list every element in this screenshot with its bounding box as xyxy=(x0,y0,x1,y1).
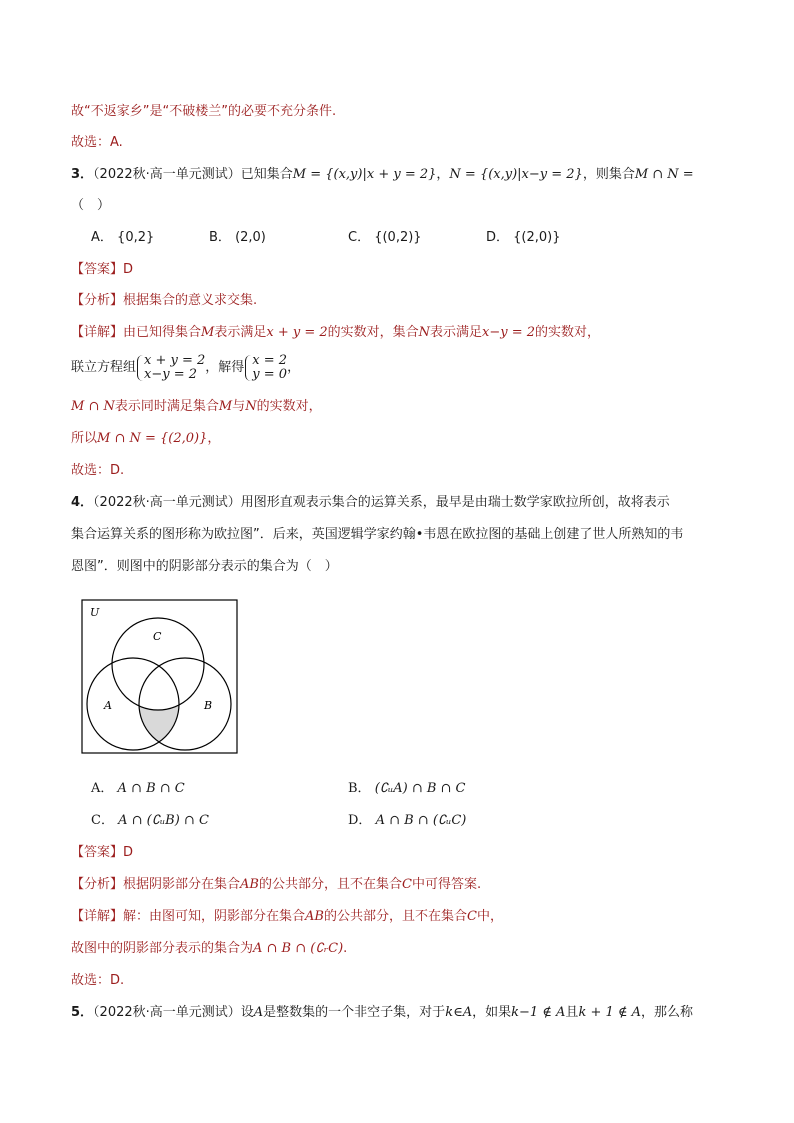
q5-cond-1: k∈A xyxy=(445,1005,473,1020)
q5-number: 5． xyxy=(71,1005,94,1020)
q3-detail-2a: 联立方程组 xyxy=(71,360,137,375)
q3-detail-2b: ，解得 xyxy=(205,360,245,375)
q5-stem-c: ，如果 xyxy=(472,1005,512,1020)
q4-choice: 故选：D. xyxy=(71,973,125,988)
venn-label-a: A xyxy=(104,699,112,712)
q5-stem-e: ，那么称 xyxy=(641,1005,694,1020)
q5-stem xyxy=(71,1003,693,1023)
q3-detail-3 xyxy=(71,397,322,417)
q3-blank: （ ） xyxy=(71,198,111,213)
q3-stem xyxy=(71,165,694,185)
q4-detail-2c: . xyxy=(343,941,348,956)
q4-detail-b: AB xyxy=(305,909,324,924)
venn-diagram xyxy=(81,598,239,756)
q4-option-a-text: A ∩ B ∩ C xyxy=(117,781,185,796)
q3-option-a-letter: A． xyxy=(91,230,113,245)
q4-option-c-text: A ∩ (∁ᵤB) ∩ C xyxy=(118,813,209,828)
q3-source: （2022秋·高一单元测试） xyxy=(93,167,241,182)
q4-answer xyxy=(71,843,133,863)
q4-analysis-b: AB xyxy=(240,877,259,892)
q4-stem-1-text: 用图形直观表示集合的运算关系，最早是由瑞士数学家欧拉所创，故将表示 xyxy=(240,495,670,510)
q3-target: M ∩ N = xyxy=(634,167,694,182)
q4-option-b-letter: B． xyxy=(348,781,371,796)
q3-detail-1h: x−y = 2 xyxy=(482,325,536,340)
q3-system-1-row1: x + y = 2 xyxy=(144,352,206,368)
q5-var-a: A xyxy=(253,1005,264,1020)
q3-detail-3a: M ∩ N xyxy=(71,399,115,414)
q3-set-n: N = {(x,y)|x−y = 2} xyxy=(449,167,583,182)
q3-detail-4 xyxy=(71,429,220,449)
q4-analysis-d: C xyxy=(402,877,412,892)
q3-option-b[interactable] xyxy=(209,228,266,248)
q4-option-d-letter: D． xyxy=(348,813,372,828)
q3-detail-1 xyxy=(71,323,600,343)
q4-stem-3: 恩图”．则图中的阴影部分表示的集合为（ ） xyxy=(71,559,338,574)
q3-answer-tag: 【答案】 xyxy=(71,262,124,277)
q4-detail-a: 解：由图可知，阴影部分在集合 xyxy=(123,909,306,924)
q4-detail-c: 的公共部分，且不在集合 xyxy=(323,909,467,924)
q4-analysis-c: 的公共部分，且不在集合 xyxy=(258,877,402,892)
q3-system-2-row2: y = 0 xyxy=(252,366,288,382)
q3-option-a-text: {0,2} xyxy=(117,230,155,245)
q3-option-d[interactable] xyxy=(486,228,561,248)
q5-stem-d: 且 xyxy=(565,1005,579,1020)
venn-label-b: B xyxy=(204,699,213,712)
q3-detail-4a: 所以 xyxy=(71,431,98,446)
q3-option-d-text: {(2,0)} xyxy=(513,230,561,245)
q3-detail-3c: M xyxy=(218,399,233,414)
q4-detail-e: 中， xyxy=(476,909,503,924)
q3-option-b-text: (2,0) xyxy=(235,230,266,245)
q3-detail-3d: 与 xyxy=(232,399,246,414)
q3-option-a[interactable] xyxy=(91,228,154,248)
q3-number: 3． xyxy=(71,167,94,182)
q4-number: 4． xyxy=(71,495,94,510)
q3-system-2 xyxy=(244,354,287,382)
q4-detail-1 xyxy=(71,907,503,927)
q3-detail-3e: N xyxy=(245,399,257,414)
q4-option-a-letter: A． xyxy=(91,781,114,796)
q3-detail-1e: 的实数对，集合 xyxy=(327,325,419,340)
q3-detail-1d: x + y = 2 xyxy=(266,325,328,340)
q3-detail-1g: 表示满足 xyxy=(430,325,483,340)
q3-detail-1i: 的实数对， xyxy=(535,325,601,340)
q3-detail-1c: 表示满足 xyxy=(214,325,267,340)
q4-analysis-a: 根据阴影部分在集合 xyxy=(123,877,241,892)
q3-detail-3b: 表示同时满足集合 xyxy=(114,399,219,414)
q4-answer-value: D xyxy=(123,845,134,860)
q2-conclusion: 故“不返家乡”是“不破楼兰”的必要不充分条件. xyxy=(71,104,337,119)
q5-stem-a: 设 xyxy=(240,1005,254,1020)
q3-option-b-letter: B． xyxy=(209,230,231,245)
q5-stem-b: 是整数集的一个非空子集，对于 xyxy=(263,1005,446,1020)
q4-analysis-tag: 【分析】 xyxy=(71,877,124,892)
q5-cond-2: k−1 ∉ A xyxy=(511,1005,566,1020)
q4-analysis xyxy=(71,875,481,895)
q3-detail-1f: N xyxy=(418,325,431,340)
q3-system-1 xyxy=(136,354,205,382)
q3-system-1-row2: x−y = 2 xyxy=(144,366,198,382)
q4-option-c[interactable] xyxy=(91,811,209,831)
q4-option-a[interactable] xyxy=(91,779,185,799)
q3-detail-4c: ， xyxy=(207,431,221,446)
q4-option-b-text: (∁ᵤA) ∩ B ∩ C xyxy=(374,781,466,796)
q3-option-d-letter: D． xyxy=(486,230,510,245)
q4-option-c-letter: C． xyxy=(91,813,114,828)
q3-sep: ， xyxy=(436,167,450,182)
q3-set-m: M = {(x,y)|x + y = 2} xyxy=(292,167,437,182)
q4-detail-2a: 故图中的阴影部分表示的集合为 xyxy=(71,941,254,956)
q4-option-d[interactable] xyxy=(348,811,466,831)
q4-analysis-e: 中可得答案. xyxy=(411,877,482,892)
q3-answer xyxy=(71,260,133,280)
q3-detail-2c: ， xyxy=(287,360,301,375)
q4-stem-1 xyxy=(71,493,670,513)
q3-detail-2 xyxy=(71,353,300,383)
q4-detail-2 xyxy=(71,939,347,959)
q3-option-c-text: {(0,2)} xyxy=(374,230,422,245)
q3-analysis-text: 根据集合的意义求交集. xyxy=(123,293,258,308)
q3-option-c[interactable] xyxy=(348,228,422,248)
q4-answer-tag: 【答案】 xyxy=(71,845,124,860)
q3-analysis xyxy=(71,291,257,311)
q3-stem-b: ，则集合 xyxy=(582,167,635,182)
q5-source: （2022秋·高一单元测试） xyxy=(93,1005,241,1020)
q4-option-d-text: A ∩ B ∩ (∁ᵤC) xyxy=(375,813,467,828)
q3-detail-1b: M xyxy=(201,325,215,340)
q4-detail-d: C xyxy=(467,909,477,924)
q4-option-b[interactable] xyxy=(348,779,466,799)
q3-answer-value: D xyxy=(123,262,134,277)
q3-detail-3f: 的实数对， xyxy=(256,399,322,414)
q3-system-2-row1: x = 2 xyxy=(252,352,288,368)
q4-detail-2b: A ∩ B ∩ (∁ᵣC) xyxy=(253,941,344,956)
q3-option-c-letter: C． xyxy=(348,230,371,245)
q3-detail-tag: 【详解】 xyxy=(71,325,124,340)
venn-label-u: U xyxy=(90,606,100,619)
q2-choice: 故选：A. xyxy=(71,135,123,150)
q4-stem-2: 集合运算关系的图形称为欧拉图”．后来，英国逻辑学家约翰•韦恩在欧拉图的基础上创建了世人所熟知的韦 xyxy=(71,527,684,542)
q5-cond-3: k + 1 ∉ A xyxy=(578,1005,642,1020)
q4-detail-tag: 【详解】 xyxy=(71,909,124,924)
venn-label-c: C xyxy=(153,630,162,643)
q3-detail-1a: 由已知得集合 xyxy=(123,325,202,340)
q3-detail-4b: M ∩ N = {(2,0)} xyxy=(97,431,208,446)
q3-analysis-tag: 【分析】 xyxy=(71,293,124,308)
q4-source: （2022秋·高一单元测试） xyxy=(93,495,241,510)
q3-stem-a: 已知集合 xyxy=(240,167,293,182)
q3-choice: 故选：D. xyxy=(71,463,125,478)
